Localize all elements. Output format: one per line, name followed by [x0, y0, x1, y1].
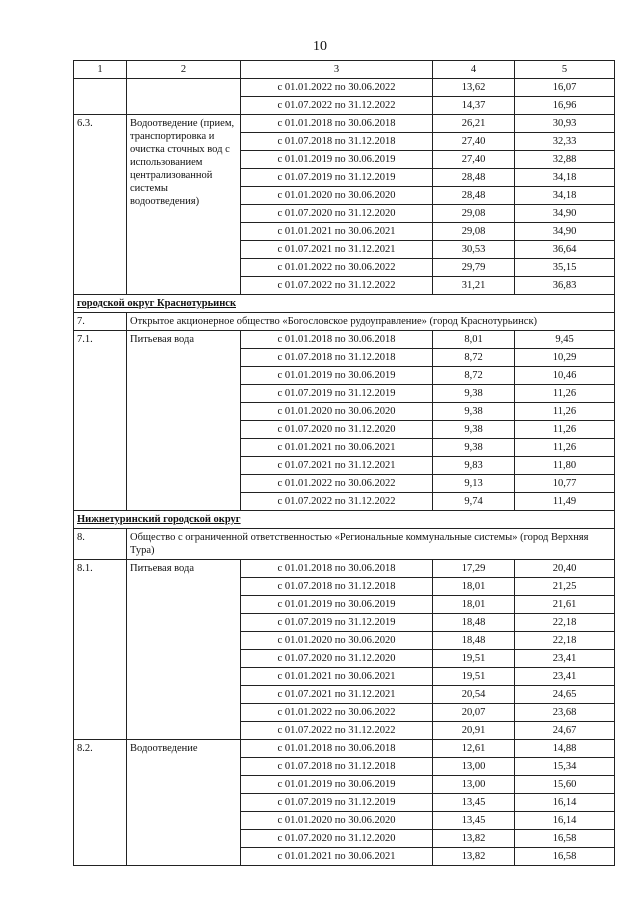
period-cell: с 01.01.2020 по 30.06.2020: [241, 403, 433, 421]
org-name: Открытое акционерное общество «Богословское рудоуправление» (город Краснотурьинск): [127, 313, 615, 331]
tariff-with-vat-cell: 11,26: [515, 385, 615, 403]
tariff-with-vat-cell: 15,60: [515, 776, 615, 794]
period-cell: с 01.07.2022 по 31.12.2022: [241, 722, 433, 740]
period-cell: с 01.01.2019 по 30.06.2019: [241, 596, 433, 614]
tariff-with-vat-cell: 30,93: [515, 115, 615, 133]
header-cell: 2: [127, 61, 241, 79]
tariff-no-vat-cell: 27,40: [433, 151, 515, 169]
tariff-with-vat-cell: 34,18: [515, 187, 615, 205]
tariff-no-vat-cell: 13,00: [433, 758, 515, 776]
period-cell: с 01.07.2019 по 31.12.2019: [241, 794, 433, 812]
header-cell: 4: [433, 61, 515, 79]
period-cell: с 01.01.2020 по 30.06.2020: [241, 187, 433, 205]
tariff-no-vat-cell: 31,21: [433, 277, 515, 295]
tariff-no-vat-cell: 9,74: [433, 493, 515, 511]
tariff-no-vat-cell: 19,51: [433, 668, 515, 686]
tariff-with-vat-cell: 16,58: [515, 830, 615, 848]
tariff-no-vat-cell: 20,91: [433, 722, 515, 740]
tariff-with-vat-cell: 24,65: [515, 686, 615, 704]
tariff-no-vat-cell: 12,61: [433, 740, 515, 758]
tariff-with-vat-cell: 16,96: [515, 97, 615, 115]
tariff-with-vat-cell: 11,80: [515, 457, 615, 475]
tariff-no-vat-cell: 19,51: [433, 650, 515, 668]
item-number: [74, 79, 127, 115]
period-cell: с 01.01.2021 по 30.06.2021: [241, 848, 433, 866]
service-name: Водоотведение (прием, транспортировка и очистка сточных вод с использованием централизованной системы водоотведения): [127, 115, 241, 295]
tariff-no-vat-cell: 9,13: [433, 475, 515, 493]
org-name: Общество с ограниченной ответственностью «Региональные коммунальные системы» (город Верхняя Тура): [127, 529, 615, 560]
tariff-no-vat-cell: 26,21: [433, 115, 515, 133]
tariff-no-vat-cell: 18,48: [433, 614, 515, 632]
tariff-no-vat-cell: 29,79: [433, 259, 515, 277]
item-number: 7.1.: [74, 331, 127, 511]
period-cell: с 01.07.2020 по 31.12.2020: [241, 830, 433, 848]
period-cell: с 01.07.2021 по 31.12.2021: [241, 457, 433, 475]
tariff-no-vat-cell: 13,45: [433, 794, 515, 812]
tariff-with-vat-cell: 22,18: [515, 632, 615, 650]
period-cell: с 01.07.2018 по 31.12.2018: [241, 349, 433, 367]
table-row: [74, 115, 615, 133]
period-cell: с 01.01.2019 по 30.06.2019: [241, 776, 433, 794]
period-cell: с 01.01.2020 по 30.06.2020: [241, 812, 433, 830]
period-cell: с 01.01.2022 по 30.06.2022: [241, 79, 433, 97]
tariff-with-vat-cell: 10,46: [515, 367, 615, 385]
period-cell: с 01.07.2019 по 31.12.2019: [241, 169, 433, 187]
period-cell: с 01.07.2022 по 31.12.2022: [241, 97, 433, 115]
tariff-with-vat-cell: 16,58: [515, 848, 615, 866]
tariff-no-vat-cell: 13,62: [433, 79, 515, 97]
tariff-no-vat-cell: 20,07: [433, 704, 515, 722]
tariff-with-vat-cell: 14,88: [515, 740, 615, 758]
period-cell: с 01.07.2022 по 31.12.2022: [241, 277, 433, 295]
period-cell: с 01.07.2020 по 31.12.2020: [241, 205, 433, 223]
tariff-with-vat-cell: 21,25: [515, 578, 615, 596]
tariff-no-vat-cell: 18,01: [433, 596, 515, 614]
section-row: [74, 511, 615, 529]
tariff-with-vat-cell: 11,26: [515, 421, 615, 439]
period-cell: с 01.01.2018 по 30.06.2018: [241, 331, 433, 349]
period-cell: с 01.01.2019 по 30.06.2019: [241, 151, 433, 169]
tariff-no-vat-cell: 8,01: [433, 331, 515, 349]
tariff-with-vat-cell: 32,33: [515, 133, 615, 151]
tariff-no-vat-cell: 9,38: [433, 385, 515, 403]
tariff-with-vat-cell: 34,18: [515, 169, 615, 187]
organization-row: [74, 529, 615, 560]
tariff-no-vat-cell: 29,08: [433, 223, 515, 241]
tariff-with-vat-cell: 10,77: [515, 475, 615, 493]
item-number: 8.1.: [74, 560, 127, 740]
tariff-with-vat-cell: 24,67: [515, 722, 615, 740]
period-cell: с 01.07.2021 по 31.12.2021: [241, 241, 433, 259]
tariff-with-vat-cell: 22,18: [515, 614, 615, 632]
period-cell: с 01.01.2019 по 30.06.2019: [241, 367, 433, 385]
tariff-with-vat-cell: 11,49: [515, 493, 615, 511]
tariff-no-vat-cell: 9,83: [433, 457, 515, 475]
tariff-with-vat-cell: 16,14: [515, 812, 615, 830]
tariff-no-vat-cell: 18,48: [433, 632, 515, 650]
service-name: Питьевая вода: [127, 560, 241, 740]
tariff-with-vat-cell: 34,90: [515, 205, 615, 223]
tariff-with-vat-cell: 23,41: [515, 668, 615, 686]
tariff-no-vat-cell: 20,54: [433, 686, 515, 704]
period-cell: с 01.07.2018 по 31.12.2018: [241, 578, 433, 596]
section-title: Нижнетуринский городской округ: [74, 511, 615, 529]
tariff-no-vat-cell: 8,72: [433, 367, 515, 385]
item-number: 8.2.: [74, 740, 127, 866]
section-row: [74, 295, 615, 313]
tariff-no-vat-cell: 27,40: [433, 133, 515, 151]
tariff-with-vat-cell: 9,45: [515, 331, 615, 349]
tariff-no-vat-cell: 28,48: [433, 169, 515, 187]
period-cell: с 01.07.2019 по 31.12.2019: [241, 385, 433, 403]
tariff-with-vat-cell: 11,26: [515, 439, 615, 457]
tariff-no-vat-cell: 9,38: [433, 439, 515, 457]
service-name: [127, 79, 241, 115]
tariff-no-vat-cell: 9,38: [433, 403, 515, 421]
period-cell: с 01.01.2022 по 30.06.2022: [241, 704, 433, 722]
table-row: [74, 740, 615, 758]
period-cell: с 01.07.2021 по 31.12.2021: [241, 686, 433, 704]
tariff-no-vat-cell: 13,82: [433, 848, 515, 866]
tariff-with-vat-cell: 20,40: [515, 560, 615, 578]
tariff-with-vat-cell: 36,83: [515, 277, 615, 295]
tariff-with-vat-cell: 34,90: [515, 223, 615, 241]
tariff-with-vat-cell: 16,07: [515, 79, 615, 97]
tariff-with-vat-cell: 10,29: [515, 349, 615, 367]
period-cell: с 01.01.2021 по 30.06.2021: [241, 439, 433, 457]
tariff-no-vat-cell: 28,48: [433, 187, 515, 205]
tariff-with-vat-cell: 36,64: [515, 241, 615, 259]
period-cell: с 01.01.2022 по 30.06.2022: [241, 475, 433, 493]
section-title: городской округ Краснотурьинск: [74, 295, 615, 313]
period-cell: с 01.07.2018 по 31.12.2018: [241, 758, 433, 776]
tariff-no-vat-cell: 18,01: [433, 578, 515, 596]
service-name: Питьевая вода: [127, 331, 241, 511]
header-cell: 5: [515, 61, 615, 79]
org-number: 8.: [74, 529, 127, 560]
tariff-no-vat-cell: 29,08: [433, 205, 515, 223]
period-cell: с 01.01.2018 по 30.06.2018: [241, 560, 433, 578]
table-row: [74, 560, 615, 578]
tariff-with-vat-cell: 35,15: [515, 259, 615, 277]
tariff-with-vat-cell: 15,34: [515, 758, 615, 776]
tariff-with-vat-cell: 11,26: [515, 403, 615, 421]
header-cell: 3: [241, 61, 433, 79]
period-cell: с 01.07.2022 по 31.12.2022: [241, 493, 433, 511]
period-cell: с 01.01.2021 по 30.06.2021: [241, 668, 433, 686]
period-cell: с 01.01.2022 по 30.06.2022: [241, 259, 433, 277]
table-row: [74, 79, 615, 97]
period-cell: с 01.01.2018 по 30.06.2018: [241, 115, 433, 133]
period-cell: с 01.07.2018 по 31.12.2018: [241, 133, 433, 151]
org-number: 7.: [74, 313, 127, 331]
tariff-no-vat-cell: 13,82: [433, 830, 515, 848]
tariff-with-vat-cell: 16,14: [515, 794, 615, 812]
period-cell: с 01.07.2019 по 31.12.2019: [241, 614, 433, 632]
tariff-with-vat-cell: 32,88: [515, 151, 615, 169]
table-header-row: [74, 61, 615, 79]
tariff-with-vat-cell: 23,41: [515, 650, 615, 668]
tariff-no-vat-cell: 14,37: [433, 97, 515, 115]
organization-row: [74, 313, 615, 331]
period-cell: с 01.07.2020 по 31.12.2020: [241, 650, 433, 668]
item-number: 6.3.: [74, 115, 127, 295]
service-name: Водоотведение: [127, 740, 241, 866]
tariff-with-vat-cell: 21,61: [515, 596, 615, 614]
period-cell: с 01.01.2020 по 30.06.2020: [241, 632, 433, 650]
table-row: [74, 331, 615, 349]
period-cell: с 01.07.2020 по 31.12.2020: [241, 421, 433, 439]
period-cell: с 01.01.2021 по 30.06.2021: [241, 223, 433, 241]
tariff-no-vat-cell: 30,53: [433, 241, 515, 259]
header-cell: 1: [74, 61, 127, 79]
tariff-table: [73, 60, 615, 866]
tariff-no-vat-cell: 8,72: [433, 349, 515, 367]
tariff-no-vat-cell: 17,29: [433, 560, 515, 578]
period-cell: с 01.01.2018 по 30.06.2018: [241, 740, 433, 758]
tariff-no-vat-cell: 9,38: [433, 421, 515, 439]
tariff-no-vat-cell: 13,00: [433, 776, 515, 794]
tariff-with-vat-cell: 23,68: [515, 704, 615, 722]
tariff-no-vat-cell: 13,45: [433, 812, 515, 830]
page-number: 10: [313, 39, 327, 54]
